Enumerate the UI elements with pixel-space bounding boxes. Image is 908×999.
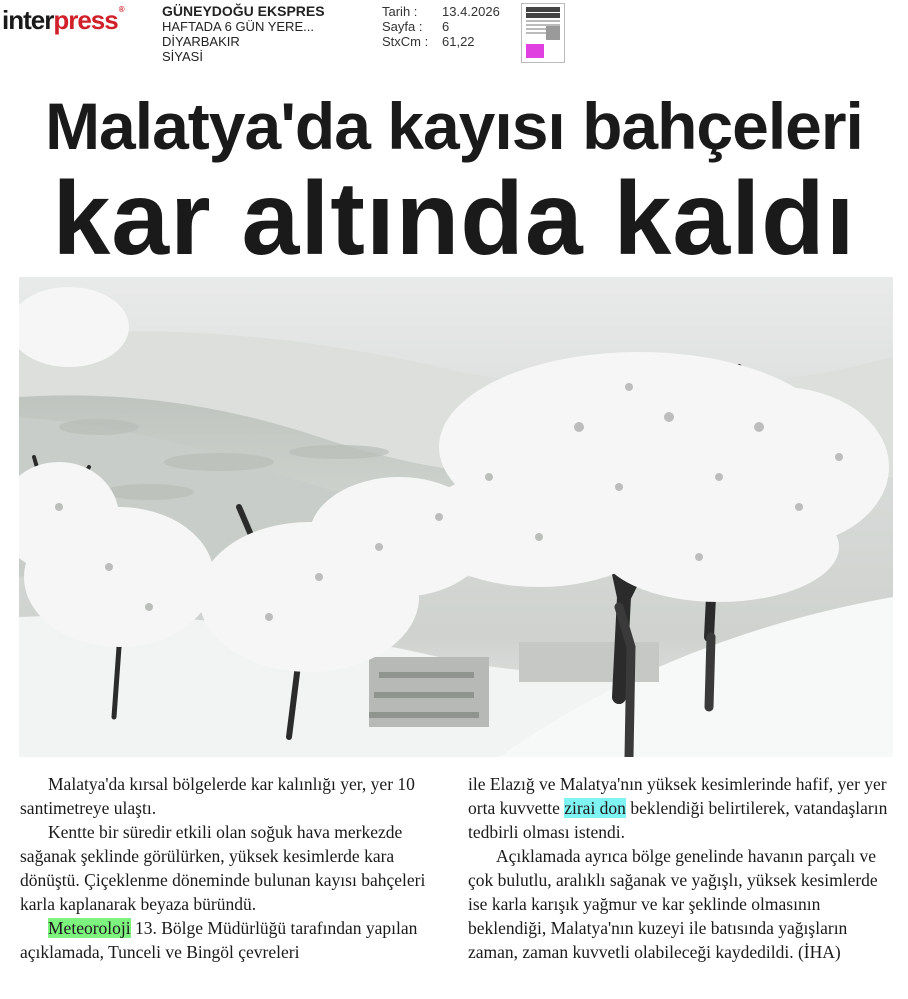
paragraph: ile Elazığ ve Malatya'nın yüksek kesimlerinde hafif, yer yer orta kuvvette zirai don beklendiği belirtilerek, vatandaşların tedbirli olması istendi.	[468, 774, 888, 842]
publication-city: DİYARBAKIR	[162, 34, 240, 49]
publication-name: GÜNEYDOĞU EKSPRES	[162, 3, 325, 19]
paragraph: Açıklamada ayrıca bölge genelinde havanın parçalı ve çok bulutlu, aralıklı sağanak ve yağışlı, yüksek kesimlerde ise karla karışık yağmur ve kar şeklinde olmasının beklendiği, Malatya'nın kuzeyi ile batısında yağışların zaman, zaman kuvvetli olabileceği kaydedildi. (İHA)	[468, 846, 878, 962]
stxcm-label: StxCm :	[382, 34, 429, 49]
publication-frequency: HAFTADA 6 GÜN YERE...	[162, 19, 314, 34]
highlight-zirai-don: zirai don	[564, 798, 626, 818]
article-photo	[19, 277, 893, 757]
article-column-left	[20, 772, 440, 964]
paragraph: Kentte bir süredir etkili olan soğuk hava merkezde sağanak şeklinde görülürken, yüksek kesimlerde kara dönüştü. Çiçeklenme döneminde bulunan kayısı bahçeleri karla kaplanarak beyaza büründü.	[20, 822, 426, 914]
publication-category: SİYASİ	[162, 49, 203, 64]
date-label: Tarih :	[382, 4, 418, 19]
article-column-right	[468, 772, 888, 964]
page-label: Sayfa :	[382, 19, 423, 34]
headline-line-1: Malatya'da kayısı bahçeleri	[45, 89, 863, 163]
publication-info	[162, 4, 325, 64]
date-value: 13.4.2026	[442, 4, 500, 19]
page-value: 6	[442, 19, 450, 34]
clipping-meta	[382, 4, 500, 49]
paragraph: Malatya'da kırsal bölgelerde kar kalınlığı yer, yer 10 santimetreye ulaştı.	[20, 774, 415, 818]
highlight-meteoroloji: Meteoroloji	[48, 918, 131, 938]
interpress-logo: interpress®	[2, 5, 124, 35]
stxcm-value: 61,22	[442, 34, 475, 49]
headline-line-2: kar altında kaldı	[52, 161, 856, 277]
paragraph: Meteoroloji 13. Bölge Müdürlüğü tarafından yapılan açıklamada, Tunceli ve Bingöl çevreleri	[20, 918, 418, 962]
page-thumbnail[interactable]	[521, 3, 565, 63]
